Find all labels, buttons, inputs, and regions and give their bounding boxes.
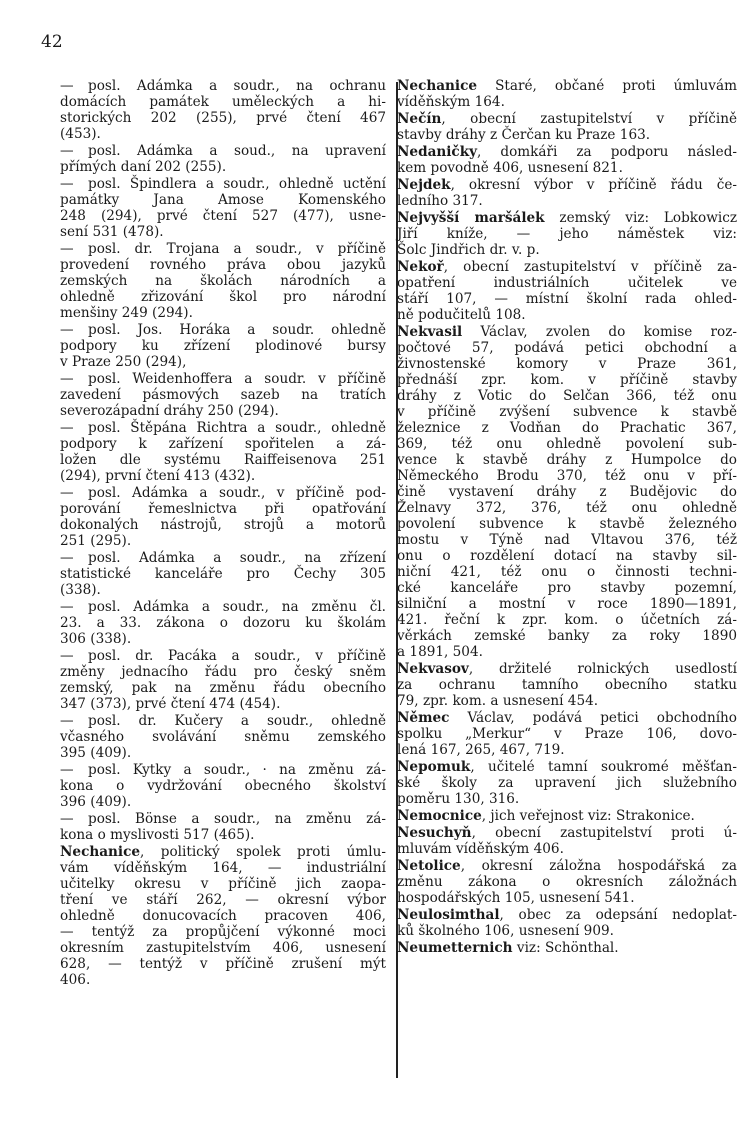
text-line: stáří 107, — místní školní rada ohled- [397, 291, 737, 307]
text-line: podpory ku zřízení plodinové bursy [60, 338, 386, 354]
text-line [60, 322, 386, 338]
text-line: 421. řeční k zpr. kom. o účetních zá- [397, 612, 737, 628]
index-subentry [60, 241, 386, 321]
text-line: kona o vydržování obecného školství [60, 778, 386, 794]
index-entry [397, 210, 737, 258]
entry-text: , politický spolek proti úmlu- [140, 844, 386, 860]
index-subentry [60, 78, 386, 142]
index-entry [397, 259, 737, 323]
text-line [60, 713, 386, 729]
entry-text: Staré, občané proti úmluvám [477, 78, 737, 94]
entry-text: posl. Štěpána Richtra a soudr., ohledně [88, 420, 386, 436]
text-line [60, 550, 386, 566]
index-entry [397, 710, 737, 758]
text-line: menšiny 249 (294). [60, 305, 193, 321]
text-line [60, 599, 386, 615]
text-line: učitelky okresu v příčině jich zaopa- [60, 876, 386, 892]
text-line: vám víděňským 164, — industriální [60, 860, 386, 876]
right-column [397, 78, 737, 957]
index-subentry [60, 713, 386, 761]
text-line: včasného svolávání sněmu zemského [60, 729, 386, 745]
index-subentry [60, 485, 386, 549]
text-line: (338). [60, 582, 101, 598]
entry-text: posl. Adámka a soudr., v příčině pod- [88, 485, 386, 501]
index-entry [397, 808, 737, 824]
text-line: sení 531 (478). [60, 224, 164, 240]
index-subentry [60, 762, 386, 810]
entry-headword: Netolice [397, 858, 461, 874]
index-subentry [60, 648, 386, 712]
text-line: zemský, pak na změnu řádu obecního [60, 680, 386, 696]
text-line: kona o myslivosti 517 (465). [60, 827, 255, 843]
index-entry [397, 940, 737, 956]
text-line: zemských na školách národních a [60, 273, 386, 289]
text-line: věrkách zemské banky za roky 1890 [397, 628, 737, 644]
text-line: 406. [60, 972, 91, 988]
text-line: živnostenské komory v Praze 361, [397, 356, 737, 372]
text-line: 251 (295). [60, 533, 132, 549]
text-line [397, 324, 737, 340]
text-line: 248 (294), prvé čtení 527 (477), usne- [60, 208, 386, 224]
index-entry [397, 78, 737, 110]
entry-text: zemský viz: Lobkowicz [544, 210, 737, 226]
page-number: 42 [41, 32, 63, 52]
text-line [60, 762, 386, 778]
text-line: provedení rovného práva obou jazyků [60, 257, 386, 273]
text-line: dráhy z Votic do Selčan 366, též onu [397, 388, 737, 404]
text-line [397, 940, 737, 956]
text-line: severozápadní dráhy 250 (294). [60, 403, 279, 419]
text-line [60, 844, 386, 860]
text-line: povolení subvence k stavbě železného [397, 516, 737, 532]
text-line: v Praze 250 (294), [60, 354, 187, 370]
text-line: 628, — tentýž v příčině zrušení mýt [60, 956, 386, 972]
entry-text: posl. Kytky a soudr., · na změnu zá- [88, 762, 386, 778]
text-line: 79, zpr. kom. a usnesení 454. [397, 693, 599, 709]
em-dash: — [60, 550, 74, 566]
text-line: tření ve stáří 262, — okresní výbor [60, 892, 386, 908]
em-dash: — [60, 322, 74, 338]
entry-text: posl. Jos. Horáka a soudr. ohledně [88, 322, 386, 338]
text-line: v příčině zvýšení subvence k stavbě [397, 404, 737, 420]
em-dash: — [60, 713, 74, 729]
text-line: změnu zákona o okresních záložnách [397, 874, 737, 890]
text-line [60, 371, 386, 387]
entry-text: , domkáři za podporu násled- [477, 144, 737, 160]
text-line: ložen dle systému Raiffeisenova 251 [60, 452, 386, 468]
em-dash: — [60, 78, 74, 94]
text-line [397, 858, 737, 874]
text-line [60, 648, 386, 664]
index-entry [397, 759, 737, 807]
text-line [60, 176, 386, 192]
index-subentry [60, 176, 386, 240]
text-line [397, 661, 737, 677]
entry-text: posl. dr. Kučery a soudr., ohledně [88, 713, 386, 729]
text-line [60, 78, 386, 94]
entry-text: , obecní zastupitelství proti ú- [471, 825, 737, 841]
text-line: stavby dráhy z Čerčan ku Praze 163. [397, 127, 651, 143]
index-subentry [60, 371, 386, 419]
text-line: statistické kanceláře pro Čechy 305 [60, 566, 386, 582]
text-line: storických 202 (255), prvé čtení 467 [60, 110, 386, 126]
entry-text: Václav, zvolen do komise roz- [462, 324, 737, 340]
text-line: porování řemeslnictva při opatřování [60, 501, 386, 517]
em-dash: — [60, 371, 74, 387]
text-line: silniční a mostní v roce 1890—1891, [397, 596, 737, 612]
entry-headword: Neulosimthal [397, 907, 500, 923]
entry-headword: Nejdek [397, 177, 451, 193]
em-dash: — [60, 599, 74, 615]
entry-headword: Nepomuk [397, 759, 471, 775]
text-line [397, 177, 737, 193]
text-line: poměru 130, 316. [397, 791, 520, 807]
em-dash: — [60, 648, 74, 664]
entry-text: posl. dr. Trojana a soudr., v příčině [88, 241, 386, 257]
entry-text: , učitelé tamní soukromé měšťan- [470, 759, 737, 775]
text-line [60, 420, 386, 436]
left-column [60, 78, 386, 989]
entry-headword: Neumetternich [397, 940, 513, 956]
em-dash: — [60, 420, 74, 436]
entry-text: posl. dr. Pacáka a soudr., v příčině [88, 648, 386, 664]
text-line [397, 907, 737, 923]
text-line: železnice z Vodňan do Prachatic 367, [397, 420, 737, 436]
entry-text: posl. Špindlera a soudr., ohledně uctění [88, 176, 386, 192]
text-line [60, 143, 386, 159]
entry-headword: Nečín [397, 111, 442, 127]
entry-text: posl. Adámka a soudr., na ochranu [88, 78, 386, 94]
entry-text: posl. Adámka a soudr., na zřízení [88, 550, 386, 566]
entry-headword: Nechanice [397, 78, 478, 94]
entry-text: posl. Weidenhoffera a soudr. v příčině [88, 371, 386, 387]
entry-text: , obec za odepsání nedoplat- [499, 907, 737, 923]
text-line: lená 167, 265, 467, 719. [397, 742, 565, 758]
text-line: dokonalých nástrojů, strojů a motorů [60, 517, 386, 533]
text-line: domácích památek uměleckých a hi- [60, 94, 386, 110]
text-line: ně podučitelů 108. [397, 307, 526, 323]
entry-headword: Nedaničky [397, 144, 478, 160]
text-line: památky Jana Amose Komenského [60, 192, 386, 208]
entry-text: posl. Adámka a soud., na upravení [88, 143, 386, 159]
index-entry [397, 825, 737, 857]
entry-headword: Němec [397, 710, 450, 726]
text-line [60, 485, 386, 501]
entry-headword: Nekvasov [397, 661, 469, 677]
em-dash: — [60, 762, 74, 778]
entry-text: , obecní zastupitelství v příčině [441, 111, 737, 127]
text-line: 369, též onu ohledně povolení sub- [397, 436, 737, 452]
text-line: cké kanceláře pro stavby pozemní, [397, 580, 737, 596]
entry-text: posl. Bönse a soudr., na změnu zá- [88, 811, 386, 827]
entry-headword: Nechanice [60, 844, 141, 860]
text-line: 395 (409). [60, 745, 132, 761]
text-line: Německého Brodu 370, též onu v pří- [397, 468, 737, 484]
index-entry [397, 661, 737, 709]
text-line: (294), první čtení 413 (432). [60, 468, 256, 484]
index-subentry [60, 420, 386, 484]
em-dash: — [60, 176, 74, 192]
text-line: přímých daní 202 (255). [60, 159, 227, 175]
text-line [397, 259, 737, 275]
entry-text: , okresní záložna hospodářská za [460, 858, 737, 874]
entry-text: , jich veřejnost viz: Strakonice. [481, 808, 695, 824]
entry-text: posl. Adámka a soudr., na změnu čl. [88, 599, 386, 615]
text-line [397, 808, 737, 824]
text-line [60, 241, 386, 257]
index-subentry [60, 322, 386, 370]
text-line: okresním zastupitelstvím 406, usnesení [60, 940, 386, 956]
text-line: kem povodně 406, usnesení 821. [397, 160, 623, 176]
index-entry [397, 144, 737, 176]
index-entry [397, 858, 737, 906]
text-line [397, 144, 737, 160]
text-line: niční 421, též onu o činnosti techni- [397, 564, 737, 580]
text-line: a 1891, 504. [397, 644, 483, 660]
entry-headword: Nekvasil [397, 324, 463, 340]
em-dash: — [60, 143, 74, 159]
text-line: přednáší zpr. kom. v příčině stavby [397, 372, 737, 388]
text-line: 347 (373), prvé čtení 474 (454). [60, 696, 281, 712]
entry-text: , obecní zastupitelství v příčině za- [443, 259, 737, 275]
index-entry [397, 177, 737, 209]
entry-headword: Nemocnice [397, 808, 482, 824]
text-line: Šolc Jindřich dr. v. p. [397, 242, 540, 258]
text-line: podpory k zařízení spořitelen a zá- [60, 436, 386, 452]
em-dash: — [60, 241, 74, 257]
entry-text: viz: Schönthal. [512, 940, 619, 956]
text-line: ohledně zřizování škol pro národní [60, 289, 386, 305]
text-line: Želnavy 372, 376, též onu ohledně [397, 500, 737, 516]
entry-text: , okresní výbor v příčině řádu če- [450, 177, 737, 193]
text-line: 23. a 33. zákona o dozoru ku školám [60, 615, 386, 631]
em-dash: — [60, 485, 74, 501]
text-line: změny jednacího řádu pro český sněm [60, 664, 386, 680]
index-entry [397, 111, 737, 143]
index-entry [397, 324, 737, 660]
index-subentry [60, 599, 386, 647]
text-line: ohledně donucovacích pracoven 406, [60, 908, 386, 924]
text-line: hospodářských 105, usnesení 541. [397, 890, 635, 906]
text-line: vence k stavbě dráhy z Humpolce do [397, 452, 737, 468]
index-entry [60, 844, 386, 988]
text-line: ledního 317. [397, 193, 483, 209]
text-line: víděňským 164. [397, 94, 505, 110]
text-line: 306 (338). [60, 631, 132, 647]
entry-text: Václav, podává petici obchodního [449, 710, 737, 726]
text-line: — tentýž za propůjčení výkonné moci [60, 924, 386, 940]
text-line [60, 811, 386, 827]
text-line: onu o rozdělení dotací na stavby sil- [397, 548, 737, 564]
text-line [397, 825, 737, 841]
text-line [397, 111, 737, 127]
entry-text: , držitelé rolnických usedlostí [468, 661, 737, 677]
text-line [397, 210, 737, 226]
text-line: ků školného 106, usnesení 909. [397, 923, 614, 939]
index-subentry [60, 550, 386, 598]
entry-headword: Nejvyšší maršálek [397, 210, 545, 226]
text-line: zavedení pásmových sazeb na tratích [60, 387, 386, 403]
index-subentry [60, 811, 386, 843]
text-line: spolku „Merkur“ v Praze 106, dovo- [397, 726, 737, 742]
text-line: (453). [60, 126, 101, 142]
text-line: opatření industriálních učitelek ve [397, 275, 737, 291]
entry-headword: Nekoř [397, 259, 444, 275]
text-line: mostu v Týně nad Vltavou 376, též [397, 532, 737, 548]
text-line: počtové 57, podává petici obchodní a [397, 340, 737, 356]
text-line: čině vystavení dráhy z Budějovic do [397, 484, 737, 500]
text-line [397, 759, 737, 775]
text-line: mluvám víděňským 406. [397, 841, 564, 857]
text-line [397, 710, 737, 726]
entry-headword: Nesuchyň [397, 825, 472, 841]
text-line: 396 (409). [60, 794, 132, 810]
text-line: Jiří kníže, — jeho náměstek viz: [397, 226, 737, 242]
index-subentry [60, 143, 386, 175]
index-entry [397, 907, 737, 939]
text-line: ské školy za upravení jich služebního [397, 775, 737, 791]
text-line: za ochranu tamního obecního statku [397, 677, 737, 693]
text-line [397, 78, 737, 94]
em-dash: — [60, 811, 74, 827]
